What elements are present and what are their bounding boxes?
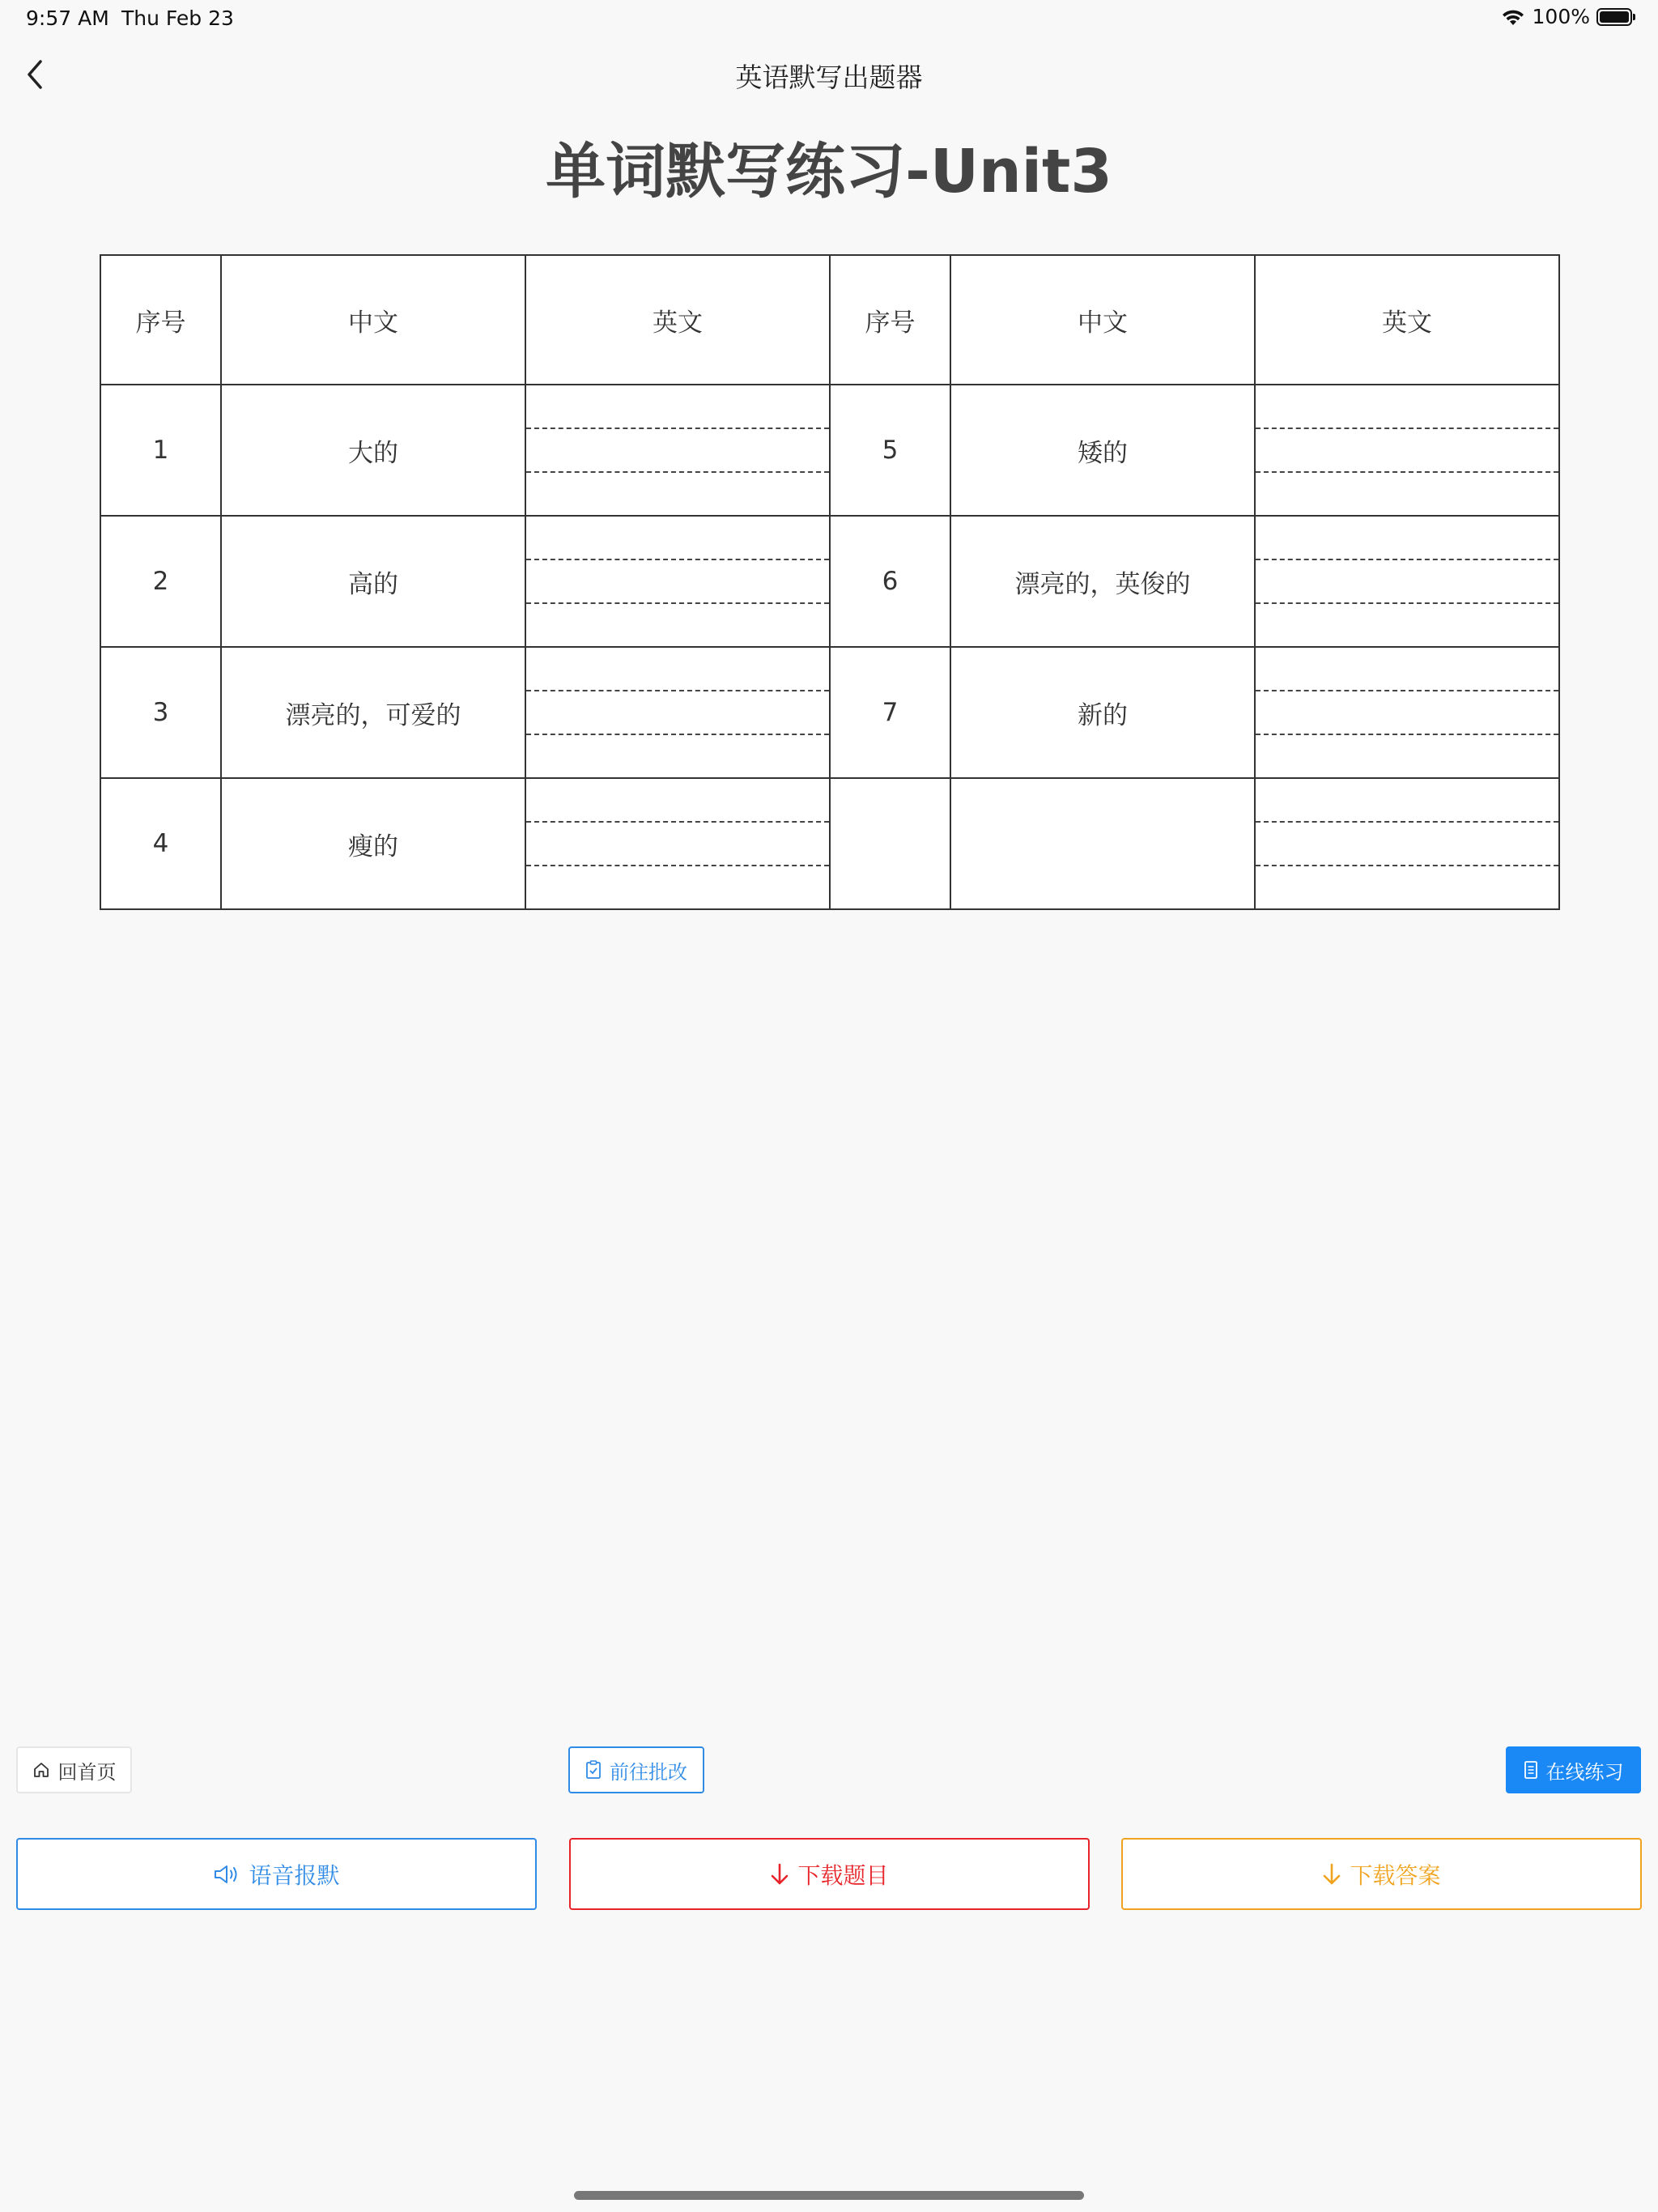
english-answer-cell: [1255, 647, 1559, 778]
download-answers-button[interactable]: [1121, 1838, 1642, 1910]
row-number: 5: [830, 385, 950, 516]
header-number-right: 序号: [830, 255, 950, 385]
status-bar: [0, 0, 1658, 39]
row-number: 7: [830, 647, 950, 778]
header-chinese-left: 中文: [221, 255, 525, 385]
english-answer-cell: [1255, 778, 1559, 909]
page-title: 单词默写练习-Unit3: [546, 137, 1112, 206]
table-row: [100, 647, 1559, 778]
clipboard-check-icon: [585, 1760, 602, 1780]
battery-icon: [1596, 8, 1632, 26]
voice-dictation-button[interactable]: [16, 1838, 537, 1910]
status-indicators: [1500, 5, 1632, 28]
row-number: 3: [100, 647, 221, 778]
status-date: Thu Feb 23: [121, 6, 234, 30]
row-chinese: 高的: [221, 516, 525, 647]
dictation-table: [100, 254, 1560, 910]
review-button-label: 前往批改: [610, 1760, 687, 1784]
download-questions-label: 下载题目: [797, 1861, 889, 1889]
row-chinese: 瘦的: [221, 778, 525, 909]
row-number: 2: [100, 516, 221, 647]
home-button[interactable]: [16, 1746, 132, 1793]
english-answer-cell: [525, 385, 830, 516]
row-number: 4: [100, 778, 221, 909]
row-number: [830, 778, 950, 909]
home-button-label: 回首页: [57, 1760, 117, 1784]
document-icon: [1524, 1760, 1538, 1780]
table-header-row: [100, 255, 1559, 385]
speaker-icon: [213, 1863, 240, 1886]
english-answer-cell: [1255, 516, 1559, 647]
voice-dictation-label: 语音报默: [249, 1861, 340, 1889]
row-chinese: 漂亮的，可爱的: [221, 647, 525, 778]
header-english-left: 英文: [525, 255, 830, 385]
home-indicator[interactable]: [574, 2191, 1084, 2200]
review-button[interactable]: [568, 1746, 704, 1793]
row-chinese: 漂亮的，英俊的: [950, 516, 1255, 647]
row-chinese: [950, 778, 1255, 909]
download-answers-label: 下载答案: [1350, 1861, 1441, 1889]
table-row: [100, 516, 1559, 647]
table-row: [100, 778, 1559, 909]
row-number: 6: [830, 516, 950, 647]
download-questions-button[interactable]: [569, 1838, 1090, 1910]
status-time: 9:57 AM: [26, 6, 109, 30]
header-number-left: 序号: [100, 255, 221, 385]
home-icon: [32, 1761, 50, 1779]
english-answer-cell: [525, 516, 830, 647]
english-answer-cell: [525, 647, 830, 778]
row-chinese: 大的: [221, 385, 525, 516]
row-chinese: 新的: [950, 647, 1255, 778]
header-chinese-right: 中文: [950, 255, 1255, 385]
battery-percent: 100%: [1532, 5, 1590, 28]
table-row: [100, 385, 1559, 516]
header-english-right: 英文: [1255, 255, 1559, 385]
english-answer-cell: [1255, 385, 1559, 516]
english-answer-cell: [525, 778, 830, 909]
row-chinese: 矮的: [950, 385, 1255, 516]
nav-title: 英语默写出题器: [735, 62, 923, 93]
wifi-icon: [1500, 7, 1526, 27]
online-practice-label: 在线练习: [1545, 1760, 1624, 1784]
arrow-down-icon: [1322, 1862, 1341, 1887]
arrow-down-icon: [770, 1862, 789, 1887]
row-number: 1: [100, 385, 221, 516]
online-practice-button[interactable]: [1506, 1746, 1641, 1793]
